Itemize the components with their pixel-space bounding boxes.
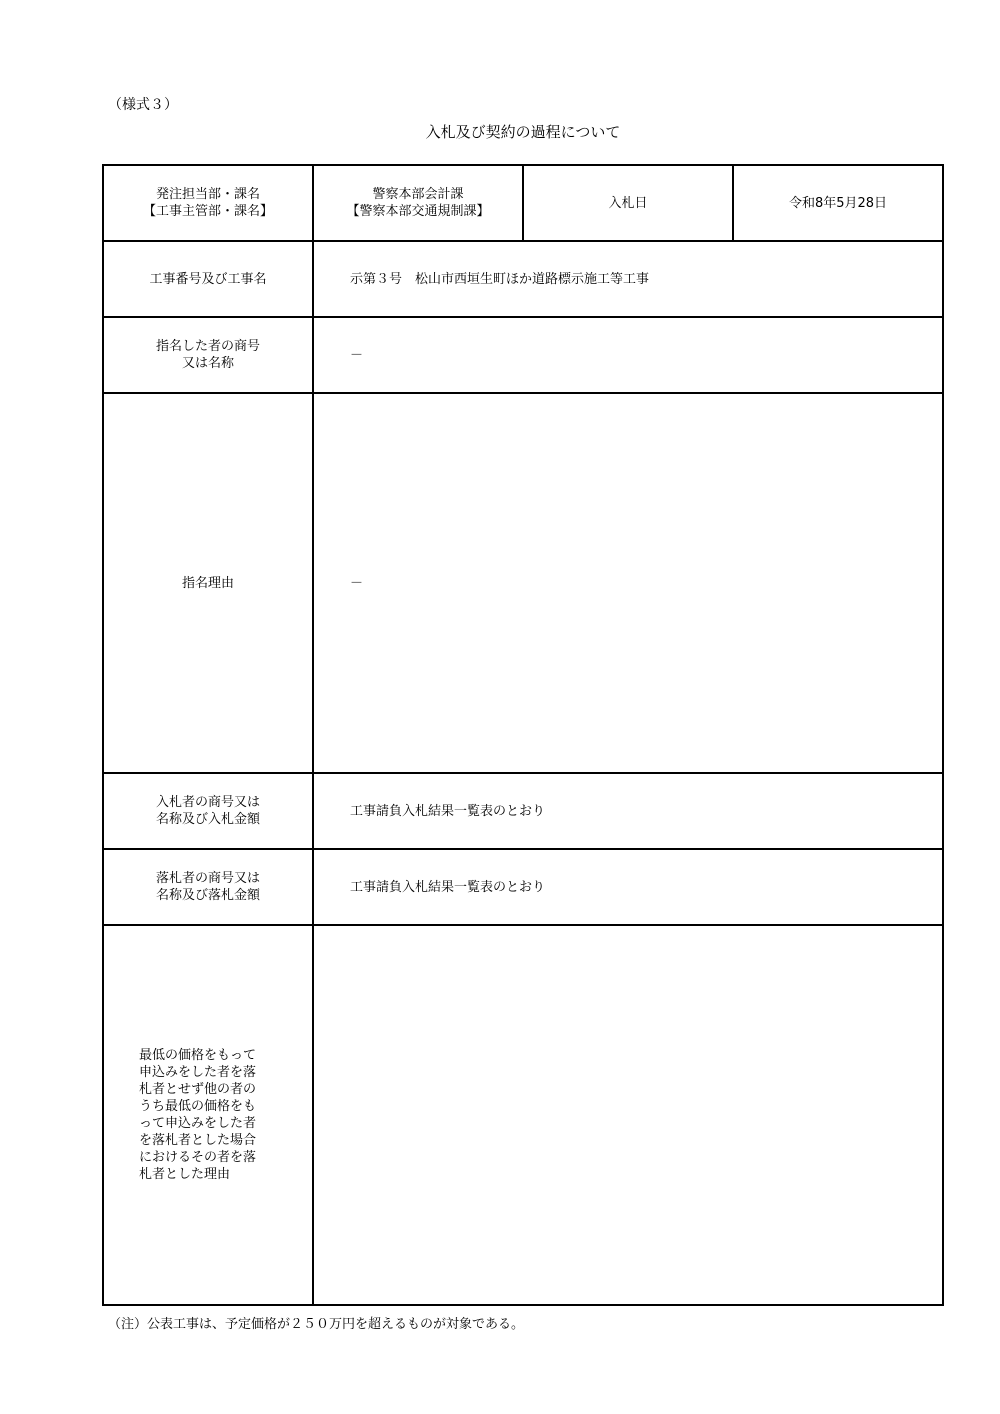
lowest-label-line: を落札者とした場合 — [139, 1133, 257, 1148]
table-row-work — [103, 241, 943, 317]
department-value — [313, 165, 523, 241]
bidders-label-line2: 名称及び入札金額 — [155, 812, 260, 827]
table-row-lowest-price-reason — [103, 925, 943, 1305]
department-label-line2: 【工事主管部・課名】 — [142, 204, 273, 219]
nominee-label-line1: 指名した者の商号 — [155, 339, 260, 354]
lowest-price-reason-label-block — [139, 1047, 277, 1183]
lowest-label-line: うち最低の価格をも — [139, 1099, 257, 1114]
bid-date-label: 入札日 — [523, 165, 733, 241]
nominee-label — [103, 317, 313, 393]
nominee-label-line2: 又は名称 — [181, 356, 234, 371]
form-number-label: （様式３） — [108, 97, 178, 113]
department-value-line2: 【警察本部交通規制課】 — [346, 204, 490, 219]
department-label-line1: 発注担当部・課名 — [155, 187, 260, 202]
lowest-label-line: 札者とせず他の者の — [139, 1082, 257, 1097]
table-row-nominee — [103, 317, 943, 393]
lowest-label-line: 札者とした理由 — [139, 1167, 231, 1182]
document-title: 入札及び契約の過程について — [425, 123, 621, 141]
department-label — [103, 165, 313, 241]
department-value-line1: 警察本部会計課 — [372, 187, 464, 202]
nomination-reason-label: 指名理由 — [103, 393, 313, 773]
bidders-label — [103, 773, 313, 849]
winner-value: 工事請負入札結果一覧表のとおり — [313, 849, 943, 925]
footnote: （注）公表工事は、予定価格が２５０万円を超えるものが対象である。 — [108, 1317, 525, 1332]
winner-label-line1: 落札者の商号又は — [155, 871, 260, 886]
lowest-label-line: におけるその者を落 — [139, 1150, 257, 1165]
lowest-price-reason-value — [313, 925, 943, 1305]
table-row-winner — [103, 849, 943, 925]
lowest-label-line: 最低の価格をもって — [139, 1048, 257, 1063]
lowest-label-line: って申込みをした者 — [139, 1116, 257, 1131]
table-row-bidders — [103, 773, 943, 849]
bid-process-table — [102, 164, 944, 1306]
winner-label — [103, 849, 313, 925]
bidders-value: 工事請負入札結果一覧表のとおり — [313, 773, 943, 849]
table-row-department — [103, 165, 943, 241]
bidders-label-line1: 入札者の商号又は — [155, 795, 260, 810]
lowest-price-reason-label — [103, 925, 313, 1305]
winner-label-line2: 名称及び落札金額 — [155, 888, 260, 903]
nominee-value: － — [313, 317, 943, 393]
nomination-reason-value: － — [313, 393, 943, 773]
bid-date-value: 令和8年5月28日 — [733, 165, 943, 241]
table-row-reason — [103, 393, 943, 773]
lowest-label-line: 申込みをした者を落 — [139, 1065, 257, 1080]
work-name-label: 工事番号及び工事名 — [103, 241, 313, 317]
work-name-value: 示第３号 松山市西垣生町ほか道路標示施工等工事 — [313, 241, 943, 317]
